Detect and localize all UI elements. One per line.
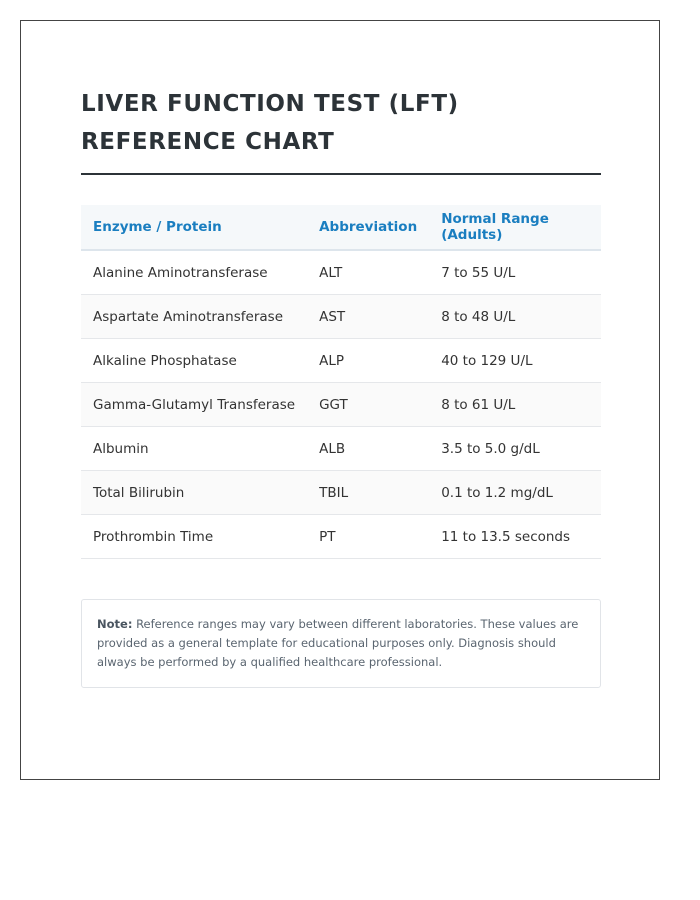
reference-table [81, 205, 601, 559]
cell-abbreviation: GGT [307, 383, 429, 427]
table-row [81, 515, 601, 559]
note-text: Reference ranges may vary between different laboratories. These values are provided as a general template for educational purposes only. Diagnosis should always be performed by a qualified healthcare professional. [97, 617, 579, 669]
table-row [81, 339, 601, 383]
table-header [81, 205, 601, 250]
table-row [81, 471, 601, 515]
cell-range: 7 to 55 U/L [429, 250, 601, 295]
column-header-range: Normal Range (Adults) [429, 205, 601, 250]
cell-range: 8 to 61 U/L [429, 383, 601, 427]
cell-abbreviation: AST [307, 295, 429, 339]
cell-abbreviation: TBIL [307, 471, 429, 515]
cell-range: 40 to 129 U/L [429, 339, 601, 383]
note-box [81, 599, 601, 688]
cell-range: 3.5 to 5.0 g/dL [429, 427, 601, 471]
column-header-abbreviation: Abbreviation [307, 205, 429, 250]
table-header-row [81, 205, 601, 250]
note-label: Note: [97, 617, 133, 631]
cell-name: Total Bilirubin [81, 471, 307, 515]
column-header-name: Enzyme / Protein [81, 205, 307, 250]
cell-abbreviation: ALB [307, 427, 429, 471]
table-row [81, 383, 601, 427]
table-row [81, 250, 601, 295]
cell-name: Prothrombin Time [81, 515, 307, 559]
table-body [81, 250, 601, 559]
cell-abbreviation: PT [307, 515, 429, 559]
cell-abbreviation: ALT [307, 250, 429, 295]
cell-range: 8 to 48 U/L [429, 295, 601, 339]
document-page [20, 20, 660, 780]
cell-name: Alanine Aminotransferase [81, 250, 307, 295]
cell-abbreviation: ALP [307, 339, 429, 383]
cell-name: Gamma-Glutamyl Transferase [81, 383, 307, 427]
document-content [81, 85, 601, 688]
cell-range: 0.1 to 1.2 mg/dL [429, 471, 601, 515]
table-row [81, 295, 601, 339]
cell-range: 11 to 13.5 seconds [429, 515, 601, 559]
page-title: LIVER FUNCTION TEST (LFT) REFERENCE CHART [81, 85, 601, 175]
cell-name: Alkaline Phosphatase [81, 339, 307, 383]
table-row [81, 427, 601, 471]
cell-name: Aspartate Aminotransferase [81, 295, 307, 339]
cell-name: Albumin [81, 427, 307, 471]
